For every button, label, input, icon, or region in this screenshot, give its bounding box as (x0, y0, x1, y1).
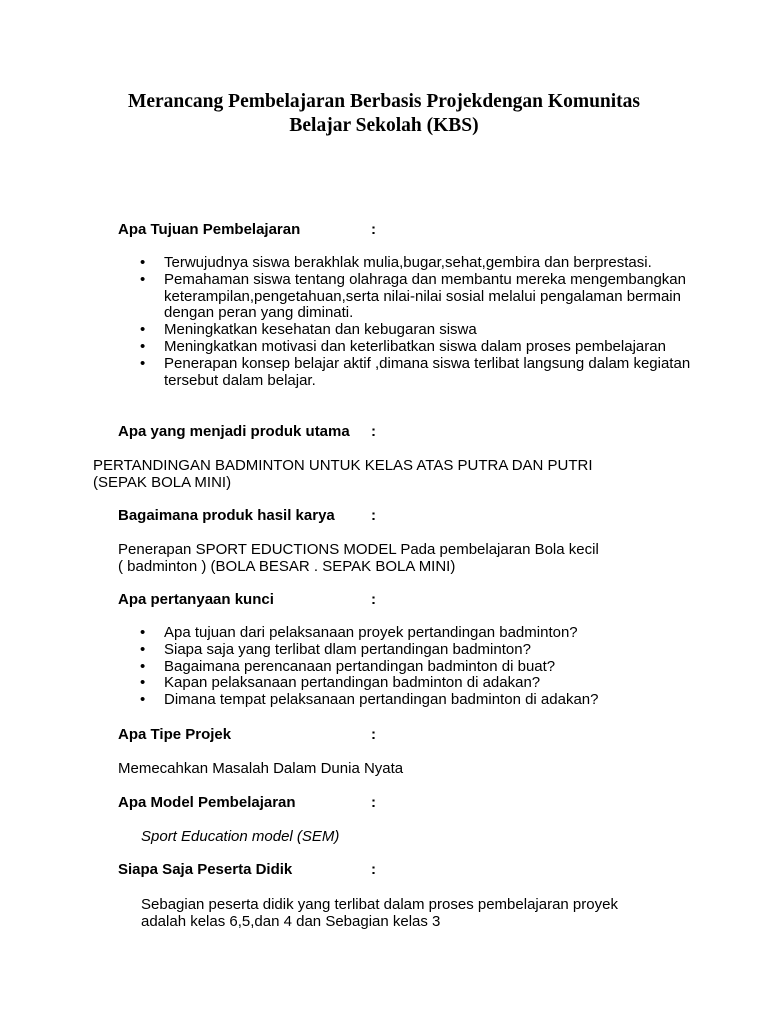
hasil-line-2: ( badminton ) (BOLA BESAR . SEPAK BOLA MINI) (118, 558, 456, 575)
list-item (118, 255, 698, 272)
tujuan-colon: : (371, 221, 376, 238)
hasil-label (118, 507, 335, 524)
pertanyaan-colon: : (371, 591, 376, 608)
bullet-icon: • (140, 354, 146, 372)
bullet-icon: • (140, 254, 146, 271)
title-line-1: Merancang Pembelajaran Berbasis Projekdengan Komunitas (127, 91, 641, 112)
hasil-label-text: Bagaimana produk hasil karya (118, 507, 335, 524)
model-colon: : (371, 794, 376, 811)
list-item-text: Penerapan konsep belajar aktif ,dimana siswa terlibat langsung dalam kegiatan tersebut dalam belajar. (164, 354, 691, 389)
list-item (118, 642, 698, 659)
produk-line-1: PERTANDINGAN BADMINTON UNTUK KELAS ATAS PUTRA DAN PUTRI (93, 457, 593, 474)
list-item-text: Dimana tempat pelaksanaan pertandingan badminton di adakan? (164, 691, 599, 709)
tipe-colon: : (371, 726, 376, 743)
list-item (118, 625, 698, 642)
document-title (60, 90, 708, 138)
produk-label (118, 423, 350, 440)
peserta-label-text: Siapa Saja Peserta Didik (118, 861, 293, 878)
tipe-label-text: Apa Tipe Projek (118, 726, 232, 743)
tujuan-label-text: Apa Tujuan Pembelajaran (118, 221, 301, 238)
peserta-value (141, 896, 618, 930)
hasil-line-1: Penerapan SPORT EDUCTIONS MODEL Pada pembelajaran Bola kecil (118, 541, 599, 558)
list-item-text: Terwujudnya siswa berakhlak mulia,bugar,sehat,gembira dan berprestasi. (164, 254, 652, 271)
list-item-text: Bagaimana perencanaan pertandingan badminton di buat? (164, 657, 556, 675)
list-item (118, 659, 698, 676)
list-item (118, 339, 698, 356)
list-item (118, 692, 698, 709)
bullet-icon: • (140, 674, 146, 692)
list-item-text: Kapan pelaksanaan pertandingan badminton di adakan? (164, 674, 541, 692)
peserta-line-1: Sebagian peserta didik yang terlibat dalam proses pembelajaran proyek (141, 896, 618, 913)
list-item (118, 356, 698, 390)
list-item-text: Pemahaman siswa tentang olahraga dan membantu mereka mengembangkan keterampilan,pengetahuan,serta nilai-nilai sosial melalui pengalaman bermain dengan peran yang diminati. (164, 270, 686, 322)
list-item-text: Meningkatkan motivasi dan keterlibatkan siswa dalam proses pembelajaran (164, 337, 666, 355)
bullet-icon: • (140, 321, 146, 339)
pertanyaan-label (118, 591, 274, 608)
list-item (118, 272, 698, 322)
bullet-icon: • (140, 270, 146, 288)
produk-line-2: (SEPAK BOLA MINI) (93, 474, 232, 491)
pertanyaan-label-text: Apa pertanyaan kunci (118, 591, 274, 608)
produk-colon: : (371, 423, 376, 440)
list-item-text: Meningkatkan kesehatan dan kebugaran siswa (164, 321, 477, 339)
list-item (118, 675, 698, 692)
produk-label-text: Apa yang menjadi produk utama (118, 423, 350, 440)
list-item (118, 322, 698, 339)
model-label (118, 794, 296, 811)
list-item-text: Siapa saja yang terlibat dlam pertandingan badminton? (164, 640, 531, 658)
tipe-label (118, 726, 231, 743)
bullet-icon: • (140, 691, 146, 709)
peserta-label (118, 861, 292, 878)
hasil-colon: : (371, 507, 376, 524)
model-label-text: Apa Model Pembelajaran (118, 794, 296, 811)
produk-value (93, 457, 593, 491)
title-line-2: Belajar Sekolah (KBS) (289, 115, 479, 136)
tipe-value: Memecahkan Masalah Dalam Dunia Nyata (118, 760, 404, 777)
model-value: Sport Education model (SEM) (141, 828, 340, 845)
peserta-line-2: adalah kelas 6,5,dan 4 dan Sebagian kelas 3 (141, 913, 441, 930)
pertanyaan-list (118, 625, 698, 709)
tujuan-label (118, 221, 300, 238)
tujuan-list (118, 255, 698, 389)
list-item-text: Apa tujuan dari pelaksanaan proyek pertandingan badminton? (164, 624, 578, 641)
bullet-icon: • (140, 657, 146, 675)
peserta-colon: : (371, 861, 376, 878)
bullet-icon: • (140, 337, 146, 355)
hasil-value (118, 541, 599, 575)
bullet-icon: • (140, 624, 146, 641)
bullet-icon: • (140, 640, 146, 658)
